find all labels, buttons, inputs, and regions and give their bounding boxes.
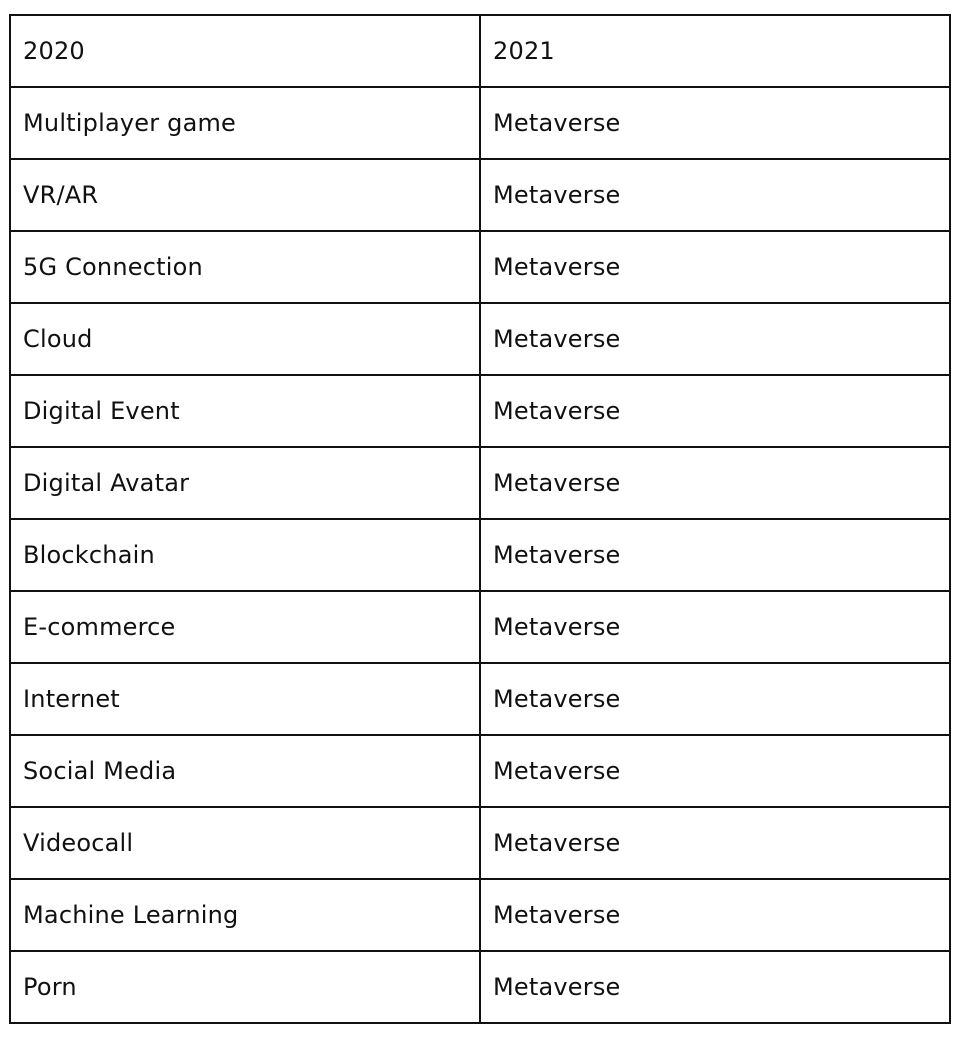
table-row (10, 807, 950, 879)
table-cell-2021: Metaverse (480, 519, 950, 591)
table-cell-2021: Metaverse (480, 231, 950, 303)
table-row (10, 663, 950, 735)
table-cell-2020: Digital Avatar (10, 447, 480, 519)
table-cell-2020: E-commerce (10, 591, 480, 663)
table-cell-2020: 5G Connection (10, 231, 480, 303)
table-cell-2020: Videocall (10, 807, 480, 879)
table-row (10, 591, 950, 663)
table-row (10, 735, 950, 807)
table-cell-2020: Digital Event (10, 375, 480, 447)
table-row (10, 231, 950, 303)
table-cell-2020: Social Media (10, 735, 480, 807)
table-row (10, 87, 950, 159)
table-row (10, 519, 950, 591)
table-header-row (10, 15, 950, 87)
table-cell-2020: Cloud (10, 303, 480, 375)
table-cell-2020: VR/AR (10, 159, 480, 231)
table-row (10, 375, 950, 447)
table-cell-2021: Metaverse (480, 87, 950, 159)
table-row (10, 951, 950, 1023)
table-row (10, 303, 950, 375)
table-cell-2021: Metaverse (480, 159, 950, 231)
table-cell-2021: Metaverse (480, 303, 950, 375)
table-cell-2021: Metaverse (480, 807, 950, 879)
table-row (10, 879, 950, 951)
comparison-table (9, 14, 951, 1024)
table-cell-2020: Machine Learning (10, 879, 480, 951)
table-cell-2020: Multiplayer game (10, 87, 480, 159)
table-cell-2021: Metaverse (480, 447, 950, 519)
table-cell-2021: Metaverse (480, 663, 950, 735)
table-cell-2021: Metaverse (480, 951, 950, 1023)
header-cell-2020: 2020 (10, 15, 480, 87)
table-cell-2021: Metaverse (480, 375, 950, 447)
table-cell-2021: Metaverse (480, 591, 950, 663)
header-cell-2021: 2021 (480, 15, 950, 87)
table-cell-2020: Blockchain (10, 519, 480, 591)
table-row (10, 159, 950, 231)
table-cell-2020: Porn (10, 951, 480, 1023)
table-row (10, 447, 950, 519)
table-cell-2021: Metaverse (480, 735, 950, 807)
table-cell-2020: Internet (10, 663, 480, 735)
table-cell-2021: Metaverse (480, 879, 950, 951)
